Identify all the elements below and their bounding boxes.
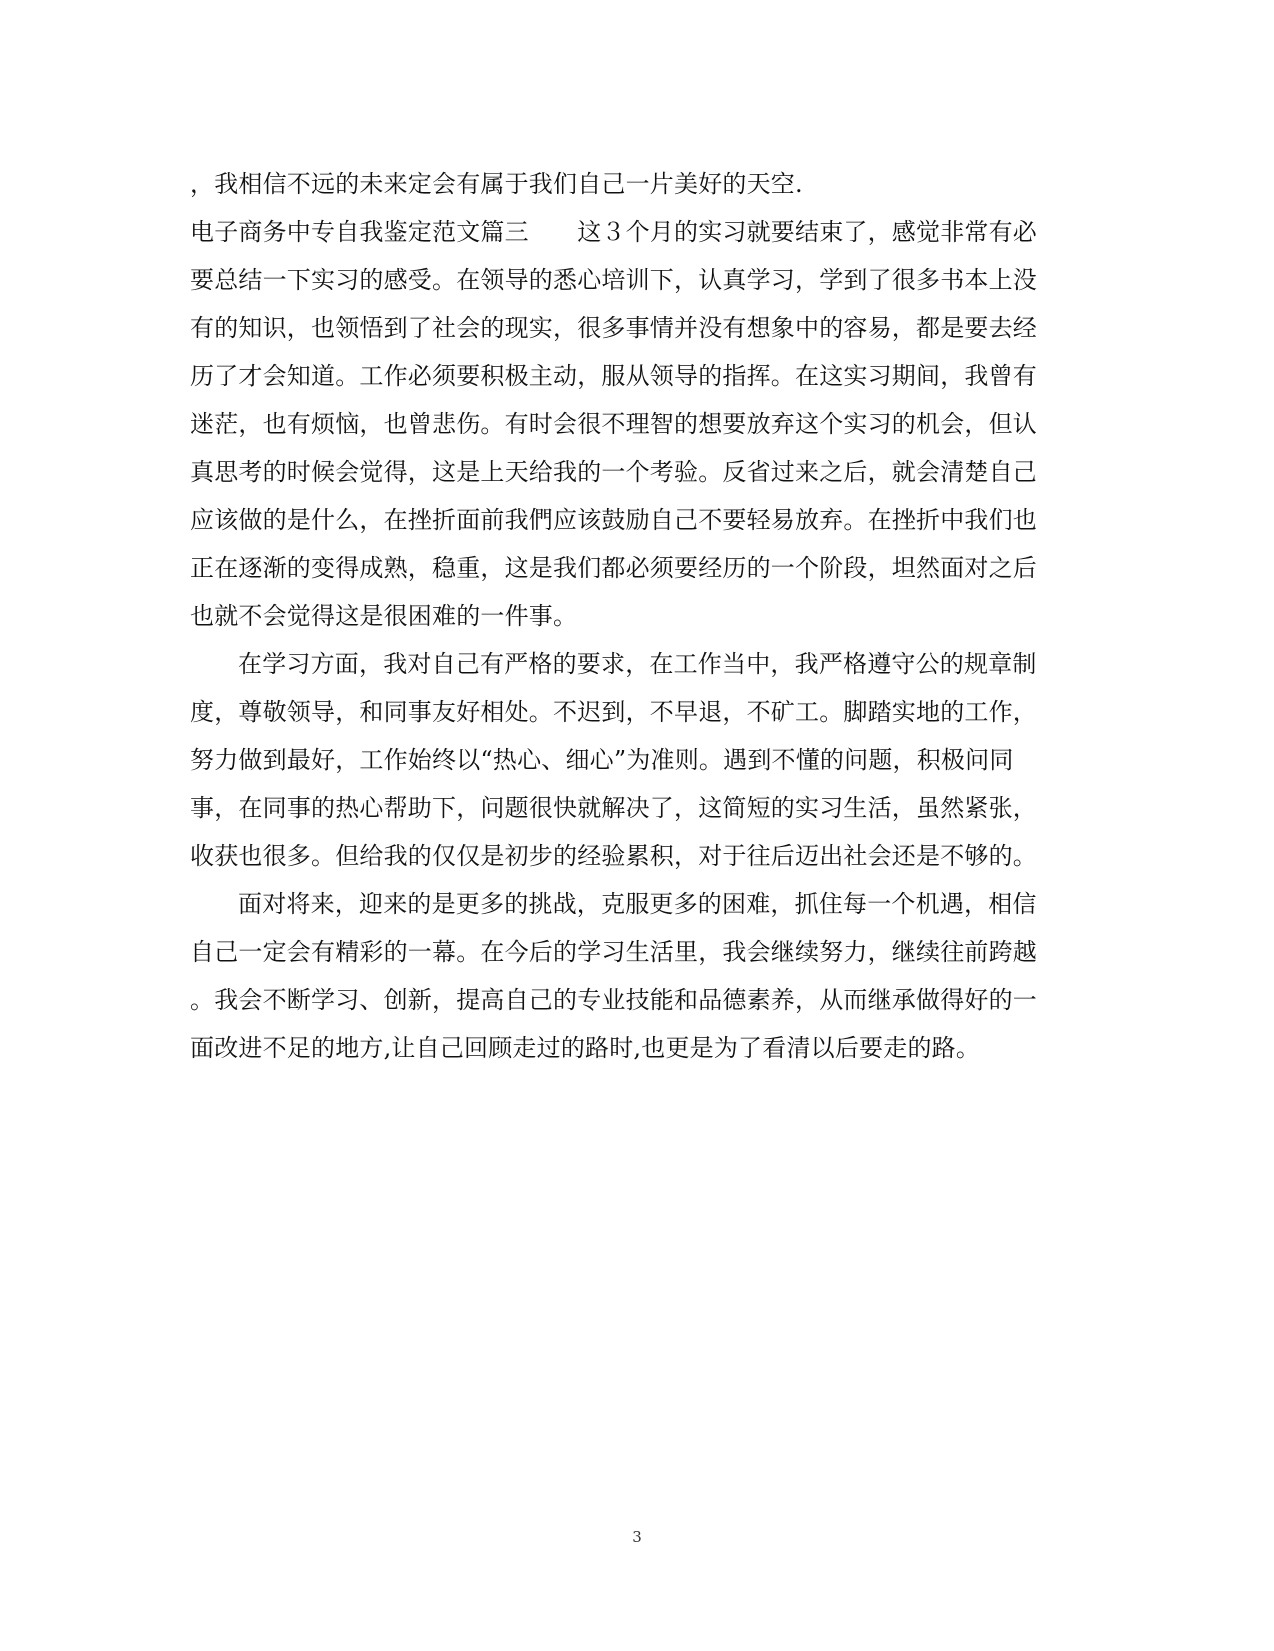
text-line: 也就不会觉得这是很困难的一件事。 bbox=[190, 602, 578, 630]
text-line: 应该做的是什么，在挫折面前我們应该鼓励自己不要轻易放弃。在挫折中我们也 bbox=[190, 506, 1037, 534]
paragraph-start-line: 在学习方面，我对自己有严格的要求，在工作当中，我严格遵守公的规章制 bbox=[238, 650, 1037, 678]
paragraph-start-line: 面对将来，迎来的是更多的挑战，克服更多的困难，抓住每一个机遇，相信 bbox=[238, 890, 1037, 918]
text-line: 正在逐渐的变得成熟，稳重，这是我们都必须要经历的一个阶段，坦然面对之后 bbox=[190, 554, 1037, 582]
text-line: 事，在同事的热心帮助下，问题很快就解决了，这简短的实习生活，虽然紧张， bbox=[190, 794, 1037, 822]
text-line: 面改进不足的地方,让自己回顾走过的路时,也更是为了看清以后要走的路。 bbox=[190, 1034, 981, 1062]
text-line: 要总结一下实习的感受。在领导的悉心培训下，认真学习，学到了很多书本上没 bbox=[190, 266, 1037, 294]
section-heading-line: 电子商务中专自我鉴定范文篇三 这３个月的实习就要结束了，感觉非常有必 bbox=[190, 218, 1037, 246]
text-line: 。我会不断学习、创新，提高自己的专业技能和品德素养，从而继承做得好的一 bbox=[190, 986, 1037, 1014]
document-body bbox=[190, 160, 1070, 1072]
text-line: 有的知识，也领悟到了社会的现实，很多事情并没有想象中的容易，都是要去经 bbox=[190, 314, 1037, 342]
text-line: 度，尊敬领导，和同事友好相处。不迟到，不早退，不矿工。脚踏实地的工作， bbox=[190, 698, 1037, 726]
text-line: 迷茫，也有烦恼，也曾悲伤。有时会很不理智的想要放弃这个实习的机会，但认 bbox=[190, 410, 1037, 438]
text-line: 自己一定会有精彩的一幕。在今后的学习生活里，我会继续努力，继续往前跨越 bbox=[190, 938, 1037, 966]
text-line: 历了才会知道。工作必须要积极主动，服从领导的指挥。在这实习期间，我曾有 bbox=[190, 362, 1037, 390]
text-line: 真思考的时候会觉得，这是上天给我的一个考验。反省过来之后，就会清楚自己 bbox=[190, 458, 1037, 486]
page-number: 3 bbox=[632, 1528, 642, 1546]
text-line: ，我相信不远的未来定会有属于我们自己一片美好的天空. bbox=[190, 170, 803, 198]
text-line: 收获也很多。但给我的仅仅是初步的经验累积，对于往后迈出社会还是不够的。 bbox=[190, 842, 1037, 870]
text-line: 努力做到最好，工作始终以“热心、细心”为准则。遇到不懂的问题，积极问同 bbox=[190, 746, 1014, 774]
